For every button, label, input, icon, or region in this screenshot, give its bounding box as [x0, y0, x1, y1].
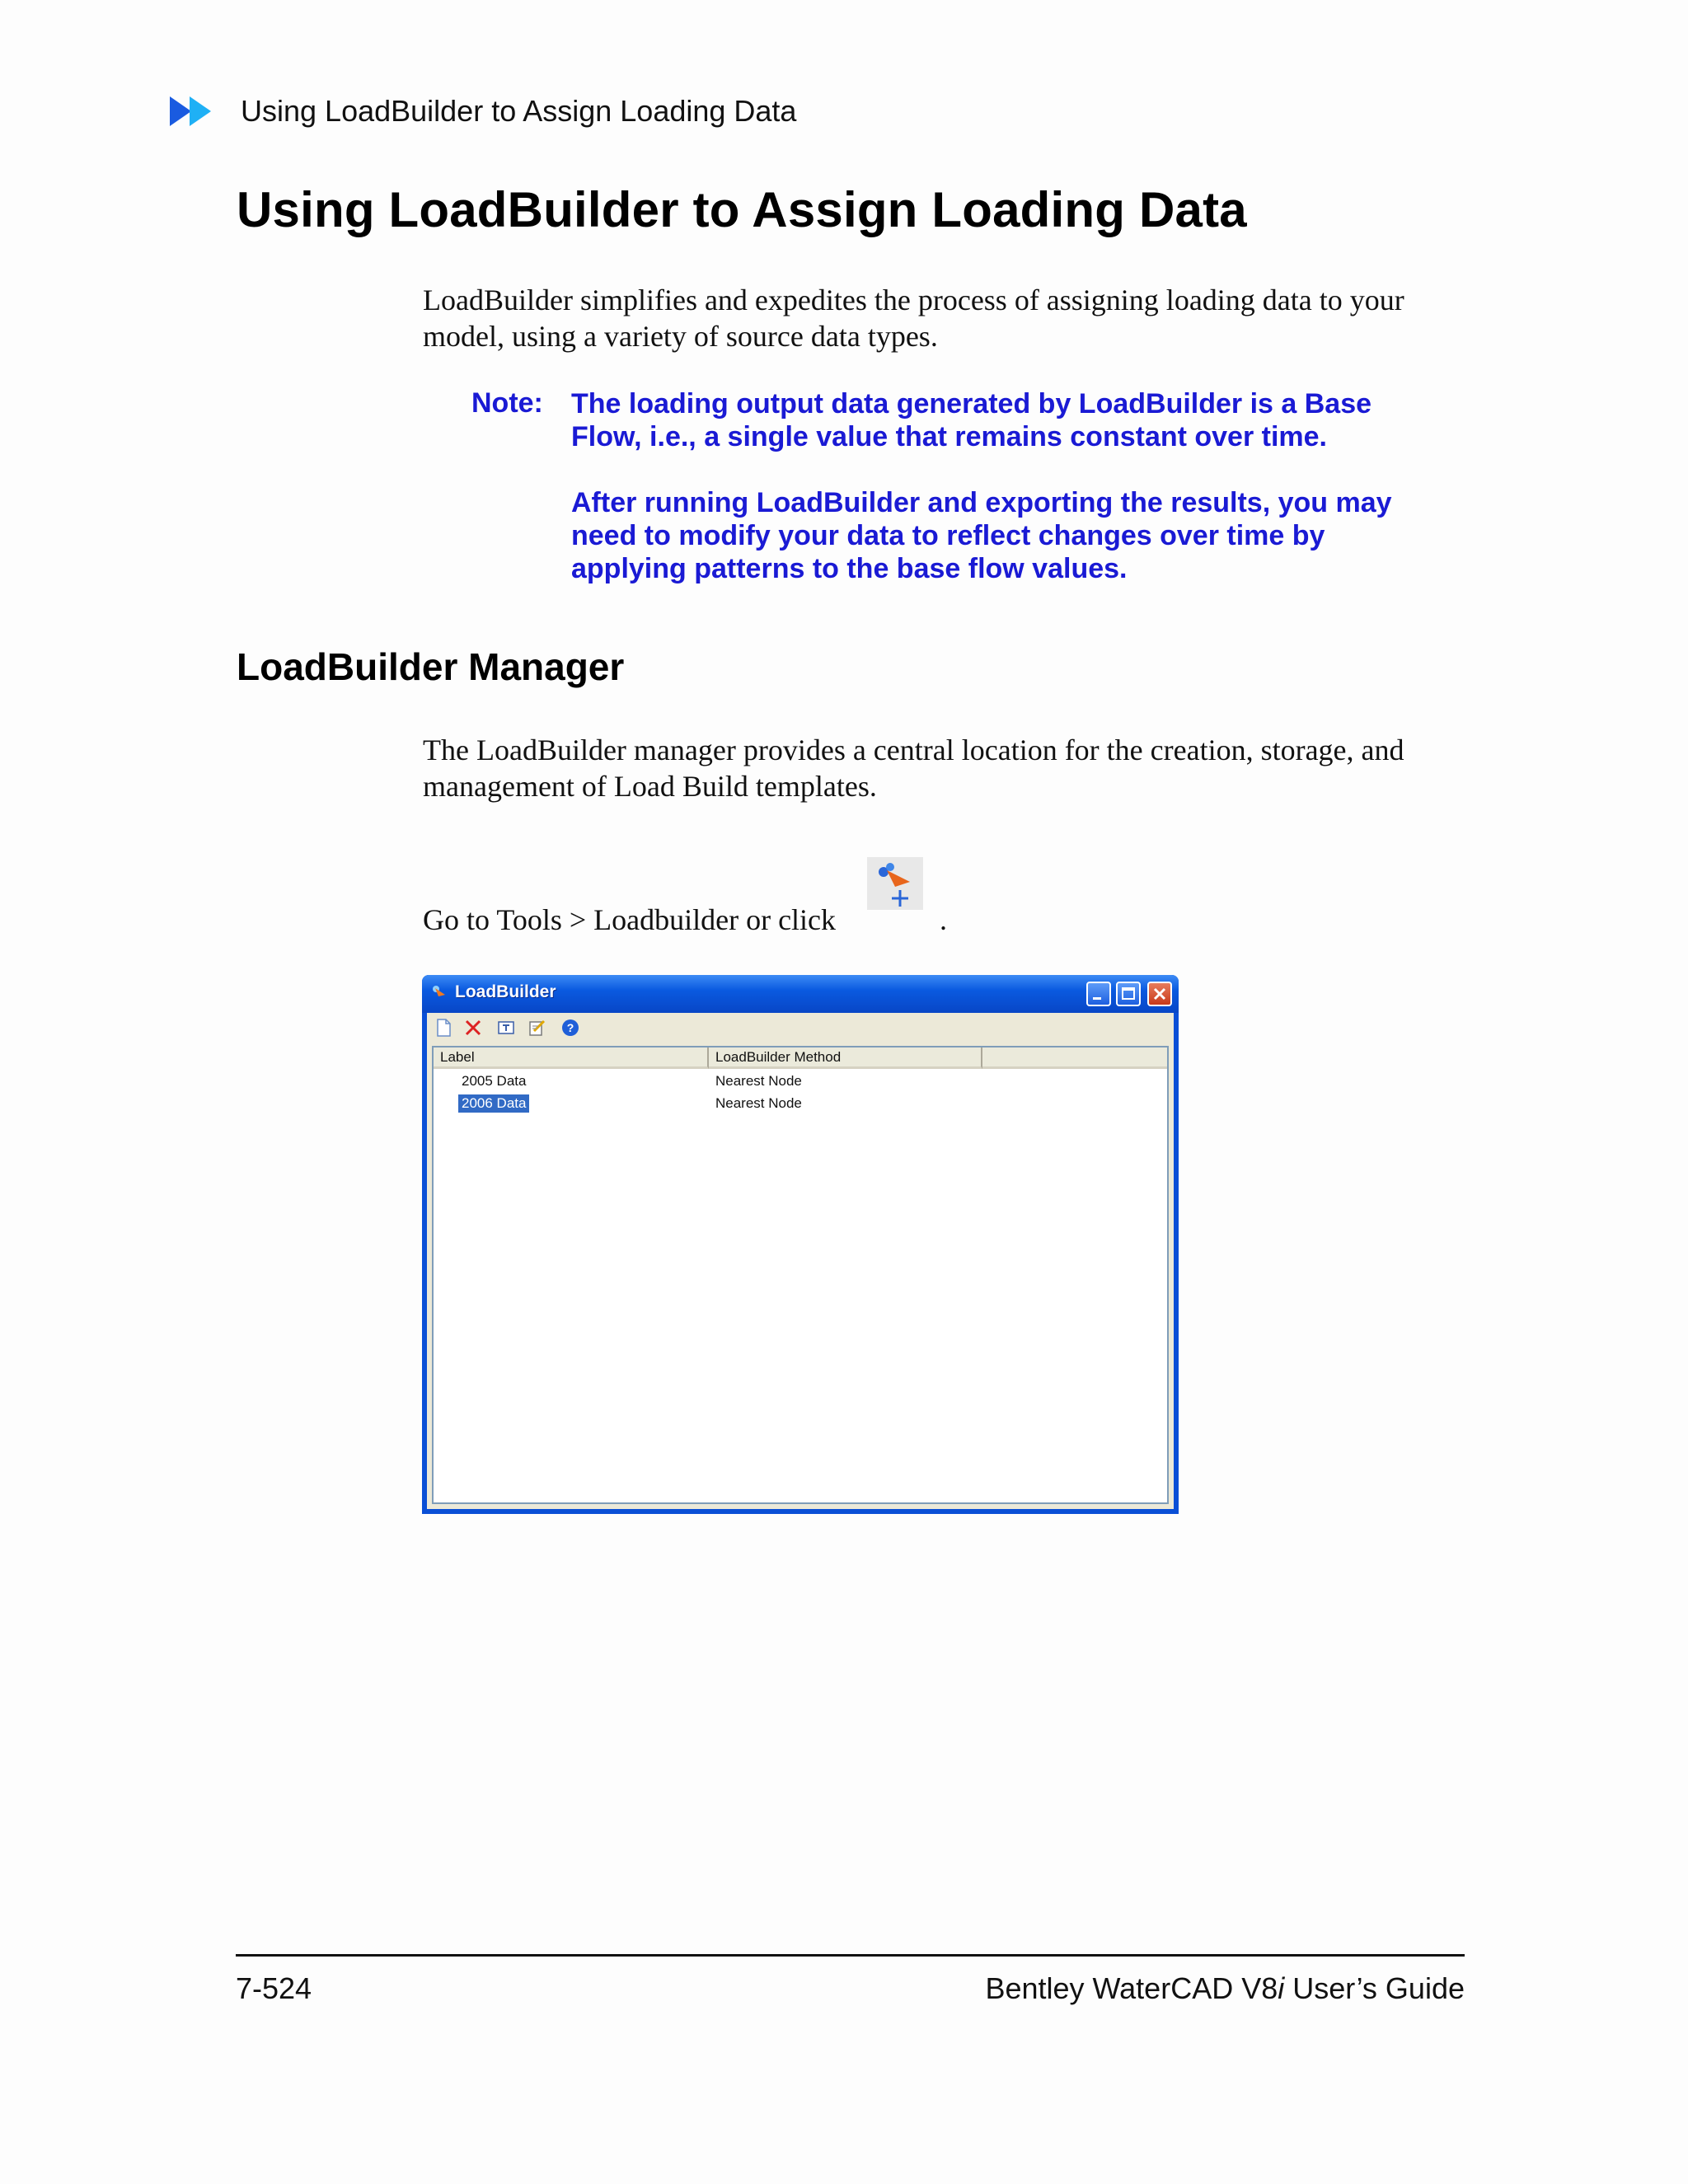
column-header-method[interactable]: LoadBuilder Method: [709, 1047, 982, 1069]
guide-title-italic: i: [1278, 1971, 1285, 2005]
svg-text:?: ?: [566, 1021, 574, 1034]
instruction-text: Go to Tools > Loadbuilder or click: [423, 903, 837, 936]
close-icon: [1149, 983, 1170, 1005]
intro-paragraph: LoadBuilder simplifies and expedites the process of assigning loading data to your model, using a variety of source data types.: [423, 284, 1404, 353]
app-icon: [430, 983, 448, 1001]
close-button[interactable]: [1147, 982, 1172, 1006]
guide-title-prefix: Bentley WaterCAD V8: [985, 1971, 1278, 2005]
maximize-button[interactable]: [1116, 982, 1141, 1006]
row-1-method[interactable]: Nearest Node: [715, 1073, 802, 1089]
window-title: LoadBuilder: [455, 982, 556, 1001]
note-paragraph-2: After running LoadBuilder and exporting the results, you may need to modify your data to reflect changes over time by applying patterns to the base flow values.: [571, 487, 1392, 584]
row-1-label[interactable]: 2005 Data: [462, 1073, 527, 1089]
guide-title: [985, 1971, 1465, 2006]
double-arrow-icon: [170, 93, 223, 129]
maximize-icon: [1118, 983, 1139, 1005]
page-title: Using LoadBuilder to Assign Loading Data: [237, 182, 1247, 237]
note-paragraph-1: The loading output data generated by LoadBuilder is a Base Flow, i.e., a single value that remains constant over time.: [571, 388, 1372, 452]
new-icon[interactable]: [434, 1018, 453, 1038]
minimize-icon: [1088, 983, 1109, 1005]
running-header-title: Using LoadBuilder to Assign Loading Data: [241, 94, 797, 128]
loadbuilder-icon: [867, 857, 923, 910]
window-client: [427, 1013, 1174, 1509]
guide-title-suffix: User’s Guide: [1284, 1971, 1465, 2005]
edit-icon[interactable]: [528, 1018, 547, 1038]
running-header: [170, 91, 796, 132]
loadbuilder-window: [422, 975, 1179, 1514]
instruction-period: .: [940, 903, 947, 936]
column-header-label[interactable]: Label: [434, 1047, 709, 1069]
window-toolbar: [427, 1013, 1174, 1043]
help-icon[interactable]: [560, 1018, 580, 1038]
section-heading: LoadBuilder Manager: [237, 645, 625, 688]
minimize-button[interactable]: [1086, 982, 1111, 1006]
footer-rule: [236, 1954, 1465, 1957]
page-number: 7-524: [236, 1971, 312, 2005]
rename-icon[interactable]: [496, 1018, 516, 1038]
row-2-method[interactable]: Nearest Node: [715, 1095, 802, 1111]
note-label: Note:: [471, 387, 543, 419]
window-titlebar[interactable]: [422, 975, 1179, 1013]
loadbuilder-list[interactable]: [432, 1046, 1169, 1504]
row-2-label[interactable]: 2006 Data: [458, 1094, 529, 1113]
delete-icon[interactable]: [463, 1018, 483, 1038]
section-description: The LoadBuilder manager provides a central location for the creation, storage, and management of Load Build templates.: [423, 733, 1404, 803]
column-header-empty[interactable]: [982, 1047, 1167, 1069]
